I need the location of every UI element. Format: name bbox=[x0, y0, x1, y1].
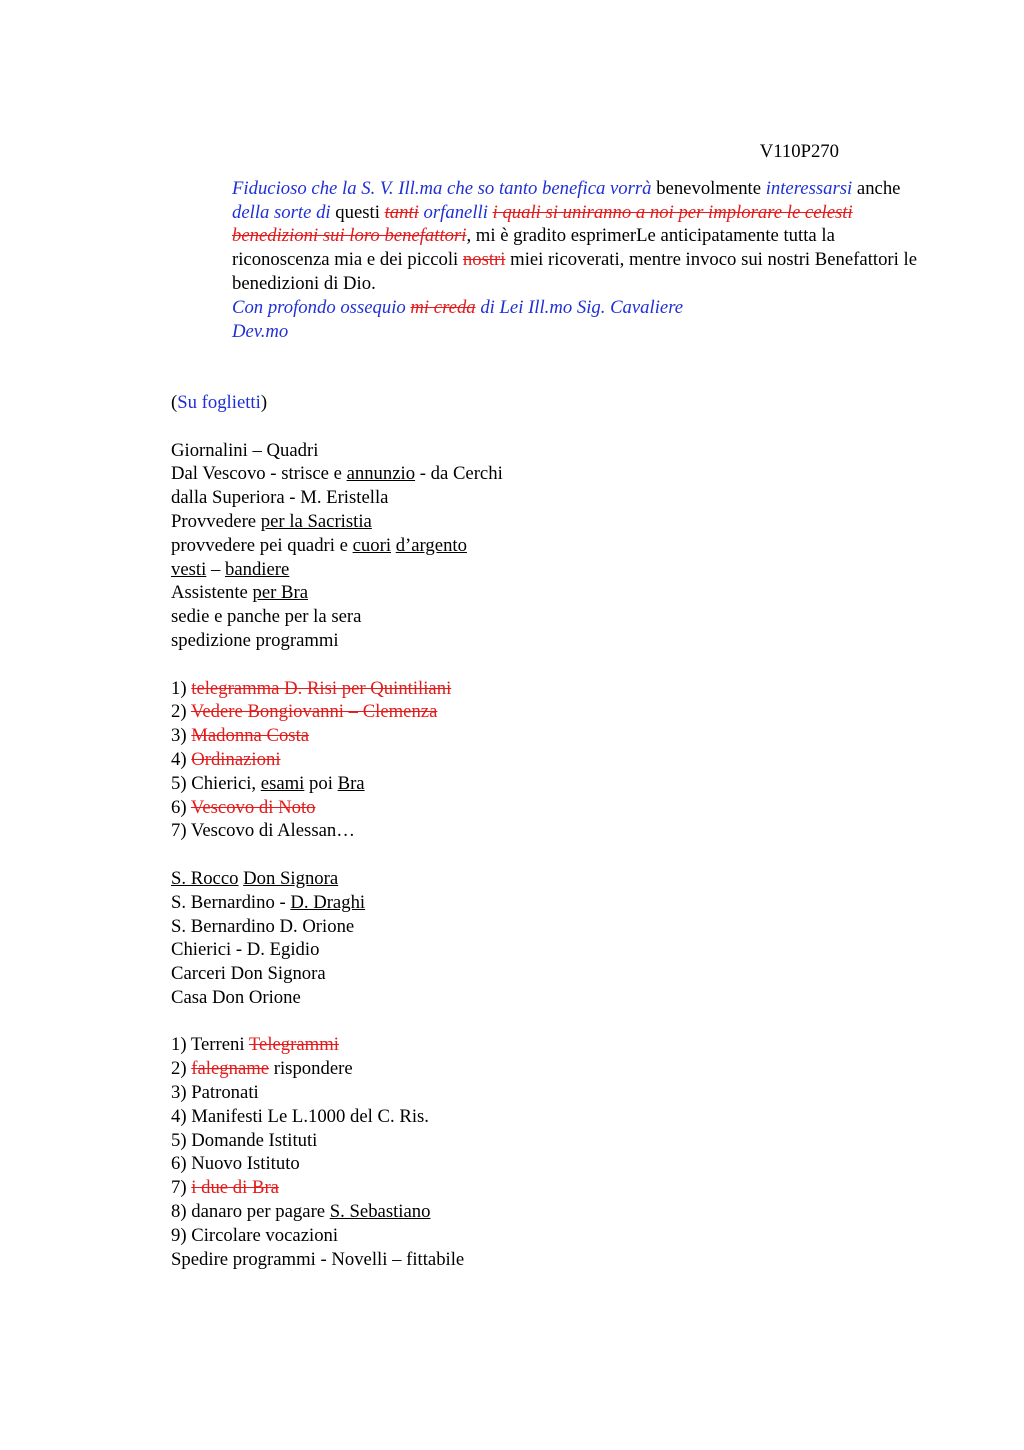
notes-block-2 bbox=[171, 677, 931, 844]
underlined-text: Don Signora bbox=[243, 867, 339, 889]
note-line bbox=[171, 677, 931, 701]
struck-text: mi creda bbox=[410, 296, 476, 318]
notes-block-1 bbox=[171, 439, 931, 653]
text-segment: 1) Terreni bbox=[171, 1034, 249, 1056]
struck-text: Telegrammi bbox=[248, 1034, 339, 1056]
text-segment: rispondere bbox=[269, 1058, 353, 1080]
text-segment: S. Bernardino - bbox=[171, 891, 291, 913]
note-line bbox=[171, 986, 931, 1010]
text-segment: provvedere pei quadri e bbox=[171, 534, 353, 556]
note-line bbox=[171, 1105, 931, 1129]
struck-text: i due di Bra bbox=[191, 1177, 279, 1199]
note-line bbox=[171, 700, 931, 724]
notes-block-4 bbox=[171, 1033, 931, 1271]
underlined-text: per la Sacristia bbox=[260, 510, 372, 532]
underlined-text: esami bbox=[260, 772, 305, 794]
letter-closing bbox=[171, 296, 931, 320]
underlined-text: S. Rocco bbox=[171, 867, 239, 889]
text-segment: - da Cerchi bbox=[415, 463, 503, 485]
underlined-text: S. Sebastiano bbox=[329, 1201, 431, 1223]
note-line bbox=[171, 486, 931, 510]
note-line bbox=[171, 1081, 931, 1105]
letter-signature bbox=[171, 320, 931, 344]
text-segment: Spedire programmi - Novelli – fittabile bbox=[171, 1248, 465, 1270]
note-line bbox=[171, 796, 931, 820]
text-segment: Carceri Don Signora bbox=[171, 963, 326, 985]
note-line bbox=[171, 915, 931, 939]
note-line bbox=[171, 439, 931, 463]
text-segment: S. Bernardino D. Orione bbox=[171, 915, 355, 937]
note-line bbox=[171, 581, 931, 605]
struck-text: tanti bbox=[384, 201, 419, 223]
text-segment: ( bbox=[171, 391, 178, 413]
underlined-text: bandiere bbox=[224, 558, 290, 580]
note-line bbox=[171, 462, 931, 486]
underlined-text: vesti bbox=[171, 558, 207, 580]
note-line bbox=[171, 772, 931, 796]
note-line bbox=[171, 629, 931, 653]
note-line bbox=[171, 605, 931, 629]
text-segment: 5) Chierici, bbox=[171, 772, 261, 794]
text-segment: miei ricoverati, mentre invoco sui nostri Benefattori le benedizioni di Dio. bbox=[232, 249, 918, 294]
struck-text: telegramma D. Risi per Quintiliani bbox=[191, 677, 452, 699]
underlined-text: per Bra bbox=[252, 582, 309, 604]
text-segment: 5) Domande Istituti bbox=[171, 1129, 318, 1151]
text-segment: 4) Manifesti Le L.1000 del C. Ris. bbox=[171, 1105, 429, 1127]
text-segment: 3) bbox=[171, 725, 192, 747]
underlined-text: cuori bbox=[352, 534, 392, 556]
note-line bbox=[171, 534, 931, 558]
notes-block-3 bbox=[171, 867, 931, 1010]
underlined-text: d’argento bbox=[395, 534, 467, 556]
text-segment: Casa Don Orione bbox=[171, 986, 301, 1008]
text-segment: 4) bbox=[171, 748, 192, 770]
struck-text: Vescovo di Noto bbox=[190, 796, 316, 818]
document-page bbox=[171, 140, 931, 1271]
note-line bbox=[171, 724, 931, 748]
text-segment: Giornalini – Quadri bbox=[171, 439, 319, 461]
text-segment: Dal Vescovo - strisce e bbox=[171, 463, 347, 485]
note-line bbox=[171, 1200, 931, 1224]
text-segment: 6) Nuovo Istituto bbox=[171, 1153, 300, 1175]
text-segment: 3) Patronati bbox=[171, 1082, 259, 1104]
notes-header bbox=[171, 391, 931, 415]
text-segment: 1) bbox=[171, 677, 192, 699]
letter-paragraph-1 bbox=[171, 177, 931, 296]
text-segment: 2) bbox=[171, 1058, 192, 1080]
text-segment: sedie e panche per la sera bbox=[171, 606, 362, 628]
text-segment: Chierici - D. Egidio bbox=[171, 939, 320, 961]
text-segment: Con profondo ossequio bbox=[232, 296, 411, 318]
note-line bbox=[171, 1057, 931, 1081]
note-line bbox=[171, 867, 931, 891]
text-segment: dalla Superiora - M. Eristella bbox=[171, 487, 389, 509]
text-segment: 8) danaro per pagare bbox=[171, 1201, 330, 1223]
note-line bbox=[171, 558, 931, 582]
note-line bbox=[171, 510, 931, 534]
note-line bbox=[171, 748, 931, 772]
underlined-text: annunzio bbox=[346, 463, 416, 485]
text-segment: anche bbox=[852, 177, 901, 199]
text-segment: 2) bbox=[171, 701, 191, 723]
note-line bbox=[171, 1152, 931, 1176]
text-segment: , mi è gradito esprimerLe anticipatamente tutta la riconoscenza mia e dei piccoli bbox=[232, 225, 835, 271]
text-segment: 9) Circolare vocazioni bbox=[171, 1224, 339, 1246]
text-segment: di Lei Ill.mo Sig. Cavaliere bbox=[475, 296, 684, 318]
note-line bbox=[171, 962, 931, 986]
note-line bbox=[171, 1033, 931, 1057]
text-segment: Assistente bbox=[171, 582, 253, 604]
struck-text: Vedere Bongiovanni – Clemenza bbox=[190, 701, 438, 723]
text-segment: benevolmente bbox=[651, 177, 766, 199]
text-segment: Dev.mo bbox=[232, 320, 289, 342]
document-reference: V110P270 bbox=[759, 141, 839, 162]
text-segment: Provvedere bbox=[171, 510, 261, 532]
text-segment: spedizione programmi bbox=[171, 629, 339, 651]
text-segment: Fiducioso che la S. V. Ill.ma che so tanto benefica vorrà bbox=[232, 177, 652, 199]
text-segment: questi bbox=[330, 201, 385, 223]
text-segment: poi bbox=[304, 772, 338, 794]
underlined-text: D. Draghi bbox=[290, 891, 366, 913]
text-segment: 7) bbox=[171, 1177, 192, 1199]
note-line bbox=[171, 1224, 931, 1248]
note-line bbox=[171, 1176, 931, 1200]
note-line bbox=[171, 1129, 931, 1153]
struck-text: nostri bbox=[462, 249, 506, 271]
text-segment: 6) bbox=[171, 796, 191, 818]
note-line bbox=[171, 819, 931, 843]
note-line bbox=[171, 938, 931, 962]
struck-text: Madonna Costa bbox=[191, 725, 310, 747]
struck-text: Ordinazioni bbox=[191, 748, 281, 770]
text-segment: orfanelli bbox=[423, 201, 488, 223]
struck-text: i quali si uniranno a noi per implorare le celesti benedizioni sui loro benefattori bbox=[232, 201, 853, 247]
underlined-text: Bra bbox=[337, 772, 365, 794]
text-segment: della sorte di bbox=[232, 201, 331, 223]
text-segment: ) bbox=[260, 391, 268, 413]
text-segment: 7) Vescovo di Alessan… bbox=[171, 820, 355, 842]
text-segment: interessarsi bbox=[765, 177, 853, 199]
struck-text: falegname bbox=[191, 1058, 270, 1080]
text-segment: – bbox=[206, 558, 225, 580]
note-line bbox=[171, 891, 931, 915]
note-line bbox=[171, 1248, 931, 1272]
text-segment: Su foglietti bbox=[177, 391, 261, 413]
